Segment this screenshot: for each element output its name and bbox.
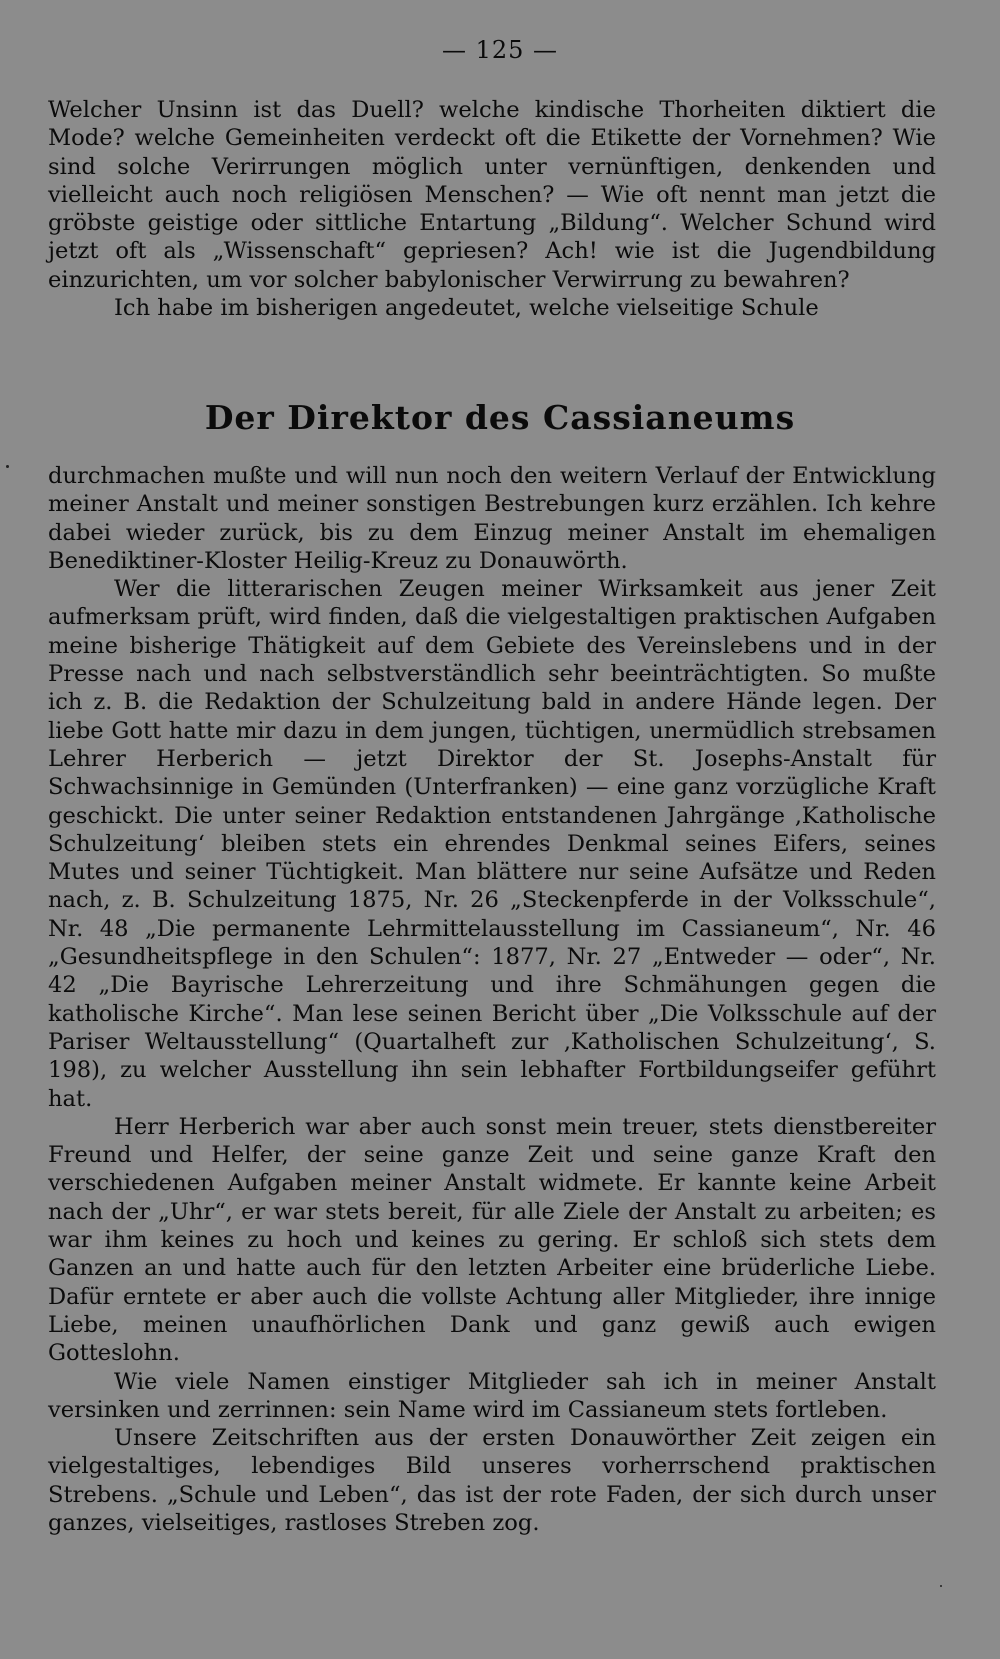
paragraph: Wer die litterarischen Zeugen meiner Wirksamkeit aus jener Zeit aufmerksam prüft, wird finden, daß die vielgestaltigen praktischen Aufgaben meine bisherige Thätigkeit auf dem Gebiete des Vereinslebens und in der Presse nach und nach selbstverständlich sehr beeinträchtigten. So mußte ich z. B. die Redaktion der Schulzeitung bald in andere Hände legen. Der liebe Gott hatte mir dazu in dem jungen, tüchtigen, unermüdlich strebsamen Lehrer Herberich — jetzt Direktor der St. Josephs-Anstalt für Schwachsinnige in Gemünden (Unterfranken) — eine ganz vorzügliche Kraft geschickt. Die unter seiner Redaktion entstandenen Jahrgänge ‚Katholische Schulzeitung‘ bleiben stets ein ehrendes Denkmal seines Eifers, seines Mutes und seiner Tüchtigkeit. Man blättere nur seine Aufsätze und Reden nach, z. B. Schulzeitung 1875, Nr. 26 „Steckenpferde in der Volksschule“, Nr. 48 „Die permanente Lehrmittelausstellung im Cassianeum“, Nr. 46 „Gesundheitspflege in den Schulen“: 1877, Nr. 27 „Entweder — oder“, Nr. 42 „Die Bayrische Lehrerzeitung und ihre Schmähungen gegen die katholische Kirche“. Man lese seinen Bericht über „Die Volksschule auf der Pariser Weltausstellung“ (Quartalheft zur ‚Katholischen Schulzeitung‘, S. 198), zu welcher Ausstellung ihn sein lebhafter Fortbildungseifer geführt hat. xyxy=(48,576,936,1112)
paragraph: durchmachen mußte und will nun noch den weitern Verlauf der Entwicklung meiner Anstalt und meiner sonstigen Bestrebungen kurz erzählen. Ich kehre dabei wieder zurück, bis zu dem Einzug meiner Anstalt im ehemaligen Benediktiner-Kloster Heilig-Kreuz zu Donauwörth. xyxy=(48,463,936,574)
bottom-text-block xyxy=(48,462,936,1537)
page-number: — 125 — xyxy=(441,36,559,64)
paragraph: Herr Herberich war aber auch sonst mein treuer, stets dienstbereiter Freund und Helfer, der seine ganze Zeit und seine ganze Kraft den verschiedenen Aufgaben meiner Anstalt widmete. Er kannte keine Arbeit nach der „Uhr“, er war stets bereit, für alle Ziele der Anstalt zu arbeiten; es war ihm keines zu hoch und keines zu gering. Er schloß sich stets dem Ganzen an und hatte auch für den letzten Arbeiter eine brüderliche Liebe. Dafür erntete er aber auch die vollste Achtung aller Mitglieder, ihre innige Liebe, meinen unaufhörlichen Dank und ganz gewiß auch ewigen Gotteslohn. xyxy=(48,1113,936,1367)
paragraph: Ich habe im bisherigen angedeutet, welche vielseitige Schule xyxy=(114,295,819,322)
chapter-heading: Der Direktor des Cassianeums xyxy=(204,398,796,437)
paragraph: Unsere Zeitschriften aus der ersten Donauwörther Zeit zeigen ein vielgestaltiges, lebendiges Bild unseres vorherrschend praktischen Strebens. „Schule und Leben“, das ist der rote Faden, der sich durch unser ganzes, vielseitiges, rastloses Streben zog. xyxy=(48,1425,936,1536)
paragraph: Welcher Unsinn ist das Duell? welche kindische Thorheiten diktiert die Mode? welche Gemeinheiten verdeckt oft die Etikette der Vornehmen? Wie sind solche Verirrungen möglich unter vernünftigen, denkenden und vielleicht auch noch religiösen Menschen? — Wie oft nennt man jetzt die gröbste geistige oder sittliche Entartung „Bildung“. Welcher Schund wird jetzt oft als „Wissenschaft“ gepriesen? Ach! wie ist die Jugendbildung einzurichten, um vor solcher babylonischer Verwirrung zu bewahren? xyxy=(48,97,936,293)
scan-speck xyxy=(6,465,9,468)
top-text-block xyxy=(48,96,936,322)
scan-speck xyxy=(940,1585,942,1587)
paragraph: Wie viele Namen einstiger Mitglieder sah ich in meiner Anstalt versinken und zerrinnen: sein Name wird im Cassianeum stets fortleben. xyxy=(48,1368,936,1423)
